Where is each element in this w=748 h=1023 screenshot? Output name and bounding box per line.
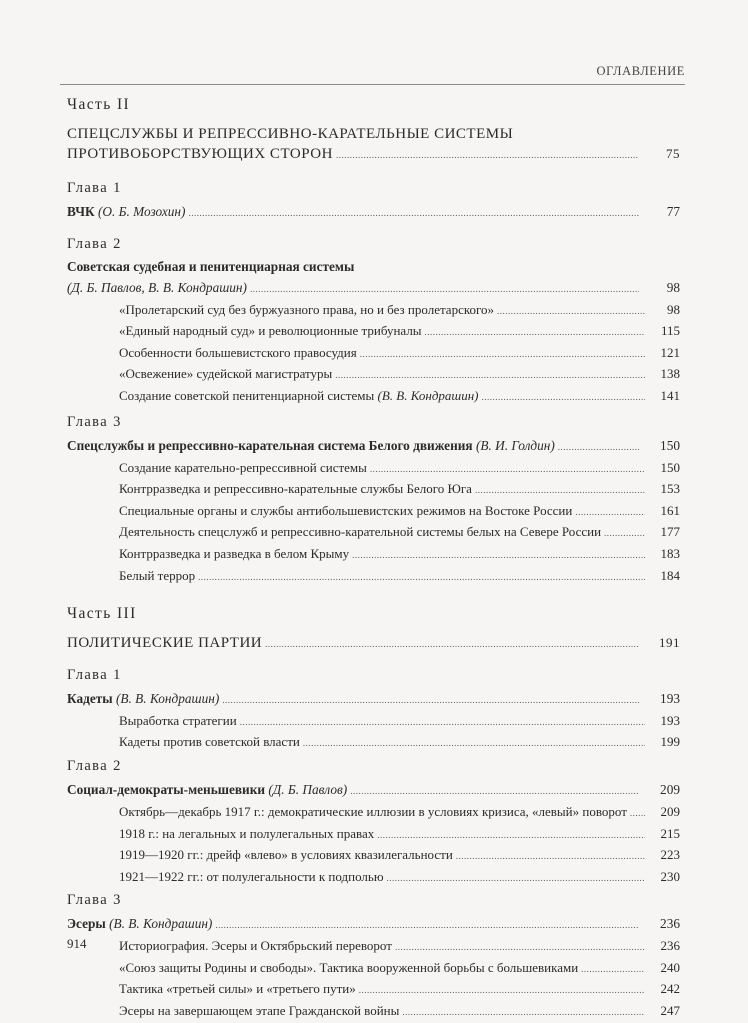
dot-leader [475, 481, 645, 501]
dot-leader [402, 1003, 645, 1023]
dot-leader [188, 202, 639, 224]
page-number: 98 [667, 301, 680, 317]
section-list [67, 711, 680, 754]
toc-entry-section[interactable] [67, 845, 680, 867]
toc-entry-section[interactable] [67, 979, 680, 1001]
section-title: «Единый народный суд» и революционные трибуналы [119, 323, 422, 339]
toc-entry-section[interactable] [67, 936, 680, 958]
dot-leader [350, 780, 639, 802]
chapter-label: Глава 1 [67, 179, 122, 196]
page-number: 98 [666, 279, 680, 295]
dot-leader [250, 278, 639, 300]
dot-leader [581, 960, 645, 980]
page-number: 236 [660, 938, 680, 954]
part-title-line: СПЕЦСЛУЖБЫ И РЕПРЕССИВНО-КАРАТЕЛЬНЫЕ СИСТЕМЫ [67, 126, 514, 142]
dot-leader [198, 568, 645, 588]
dot-leader [336, 146, 639, 166]
toc-entry-section[interactable] [67, 958, 680, 980]
chapter-title: ВЧК [67, 203, 95, 219]
section-title: Деятельность спецслужб и репрессивно-карательной системы белых на Севере России [119, 524, 602, 540]
toc-entry-section[interactable] [67, 867, 680, 889]
part-title-line: ПОЛИТИЧЕСКИЕ ПАРТИИ [67, 635, 263, 652]
chapter-title: Социал-демократы-меньшевики [67, 781, 266, 797]
dot-leader [575, 503, 645, 523]
toc-entry-section[interactable] [67, 300, 680, 322]
chapter-authors: (Д. Б. Павлов) [268, 781, 348, 797]
page-number: 236 [660, 916, 680, 932]
section-title: «Освежение» судейской магистратуры [119, 366, 333, 382]
toc-entry-section[interactable] [67, 824, 680, 846]
dot-leader [395, 938, 645, 958]
page-number: 199 [660, 734, 680, 750]
toc-entry-chapter[interactable] [67, 257, 680, 300]
page-number: 150 [660, 459, 680, 475]
section-title: 1918 г.: на легальных и полулегальных правах [119, 825, 375, 841]
section-title: «Пролетарский суд без буржуазного права, но и без пролетарского» [119, 301, 495, 317]
toc-entry-section[interactable] [67, 544, 680, 566]
page-number: 184 [660, 567, 680, 583]
page-number: 193 [660, 690, 680, 706]
toc-entry-section[interactable] [67, 458, 680, 480]
section-title: Контрразведка и репрессивно-карательные службы Белого Юга [119, 481, 472, 497]
section-title: Создание карательно-репрессивной системы [119, 459, 367, 475]
chapter-title: Спецслужбы и репрессивно-карательная система Белого движения [67, 437, 473, 453]
page-number: 121 [660, 344, 680, 360]
dot-leader [240, 713, 645, 733]
dot-leader [425, 323, 645, 343]
header-rule [60, 84, 685, 85]
chapter-title: Эсеры [67, 916, 106, 932]
page-number: 153 [660, 481, 680, 497]
dot-leader [352, 546, 645, 566]
toc-entry-section[interactable] [67, 1001, 680, 1023]
toc-entry-section[interactable] [67, 566, 680, 588]
toc-entry-section[interactable] [67, 479, 680, 501]
section-authors: (В. В. Кондрашин) [377, 387, 479, 403]
chapter-title: Советская судебная и пенитенциарная системы [67, 258, 355, 274]
running-head: ОГЛАВЛЕНИЕ [596, 64, 685, 78]
dot-leader [360, 345, 645, 365]
chapter-authors: (О. Б. Мозохин) [97, 203, 186, 219]
toc-entry-chapter[interactable] [67, 435, 680, 458]
dot-leader [630, 804, 645, 824]
section-list [67, 802, 680, 888]
section-list [67, 936, 680, 1022]
section-title: Тактика «третьей силы» и «третьего пути» [119, 981, 356, 997]
dot-leader [387, 869, 645, 889]
page-number: 177 [660, 524, 680, 540]
dot-leader [497, 302, 645, 322]
page-number: 230 [660, 868, 680, 884]
chapter-label: Глава 1 [67, 666, 122, 683]
dot-leader [558, 436, 639, 458]
toc-entry-part[interactable] [67, 144, 680, 166]
chapter-authors: (В. В. Кондрашин) [115, 690, 220, 706]
section-title: Кадеты против советской власти [119, 734, 300, 750]
page-number: 223 [660, 847, 680, 863]
toc-entry-section[interactable] [67, 522, 680, 544]
dot-leader [377, 826, 645, 846]
section-title: «Союз защиты Родины и свободы». Тактика вооруженной борьбы с большевиками [119, 959, 579, 975]
section-title: 1919—1920 гг.: дрейф «влево» в условиях квазилегальности [119, 847, 453, 863]
page-number: 75 [666, 146, 680, 161]
section-title: Эсеры на завершающем этапе Гражданской войны [119, 1003, 400, 1019]
chapter-label: Глава 2 [67, 757, 122, 774]
toc-entry-chapter[interactable] [67, 913, 680, 936]
page-number: 193 [660, 712, 680, 728]
toc-entry-section[interactable] [67, 343, 680, 365]
section-title: Октябрь—декабрь 1917 г.: демократические иллюзии в условиях кризиса, «левый» поворот [119, 803, 627, 819]
page-number: 150 [660, 437, 680, 453]
section-title: Выработка стратегии [119, 712, 237, 728]
page-number: 240 [660, 959, 680, 975]
toc-entry-chapter[interactable] [67, 688, 680, 711]
toc-entry-section[interactable] [67, 802, 680, 824]
page-number: 161 [660, 502, 680, 518]
page-number: 209 [660, 781, 680, 797]
dot-leader [303, 734, 645, 754]
section-title: 1921—1922 гг.: от полулегальности к подполью [119, 868, 384, 884]
dot-leader [604, 524, 645, 544]
chapter-label: Глава 2 [67, 235, 122, 252]
chapter-label: Глава 3 [67, 892, 122, 909]
toc-entry-section[interactable] [67, 321, 680, 343]
toc-entry-section[interactable] [67, 364, 680, 386]
dot-leader [482, 388, 646, 408]
chapter-authors: (В. В. Кондрашин) [109, 916, 213, 932]
page-number: 77 [666, 203, 680, 219]
chapter-title: Кадеты [67, 690, 113, 706]
dot-leader [370, 460, 645, 480]
section-title: Специальные органы и службы антибольшевистских режимов на Востоке России [119, 502, 573, 518]
dot-leader [335, 366, 645, 386]
table-of-contents [67, 96, 680, 1023]
section-title: Белый террор [119, 567, 196, 583]
section-list [67, 300, 680, 408]
page-number: 141 [660, 387, 680, 403]
toc-entry-part[interactable] [67, 633, 680, 655]
toc-entry-section[interactable] [67, 501, 680, 523]
toc-entry-section[interactable] [67, 386, 680, 408]
section-title: Контрразведка и разведка в белом Крыму [119, 545, 350, 561]
dot-leader [215, 914, 639, 936]
chapter-authors: (В. И. Голдин) [475, 437, 555, 453]
page-folio: 914 [67, 936, 87, 951]
part-label: Часть III [67, 605, 137, 623]
dot-leader [222, 689, 639, 711]
toc-entry-section[interactable] [67, 711, 680, 733]
section-title: Особенности большевистского правосудия [119, 344, 357, 360]
dot-leader [265, 635, 639, 655]
part-label: Часть II [67, 96, 131, 113]
toc-entry-chapter[interactable] [67, 779, 680, 802]
page-number: 138 [660, 366, 680, 382]
section-title: Историография. Эсеры и Октябрьский переворот [119, 938, 392, 954]
dot-leader [359, 981, 645, 1001]
page-number: 242 [660, 981, 680, 997]
page-number: 209 [660, 803, 680, 819]
page-number: 183 [660, 545, 680, 561]
toc-entry-chapter[interactable] [67, 201, 680, 224]
part-title-line: ПРОТИВОБОРСТВУЮЩИХ СТОРОН [67, 146, 333, 162]
page-number: 247 [660, 1003, 680, 1019]
chapter-label: Глава 3 [67, 413, 122, 430]
page-number: 215 [660, 825, 680, 841]
page-number: 115 [660, 323, 680, 339]
toc-entry-section[interactable] [67, 732, 680, 754]
section-title: Создание советской пенитенциарной системы [119, 387, 375, 403]
dot-leader [456, 847, 645, 867]
section-list [67, 458, 680, 588]
chapter-authors: (Д. Б. Павлов, В. В. Кондрашин) [67, 279, 247, 295]
page-number: 191 [659, 635, 680, 651]
